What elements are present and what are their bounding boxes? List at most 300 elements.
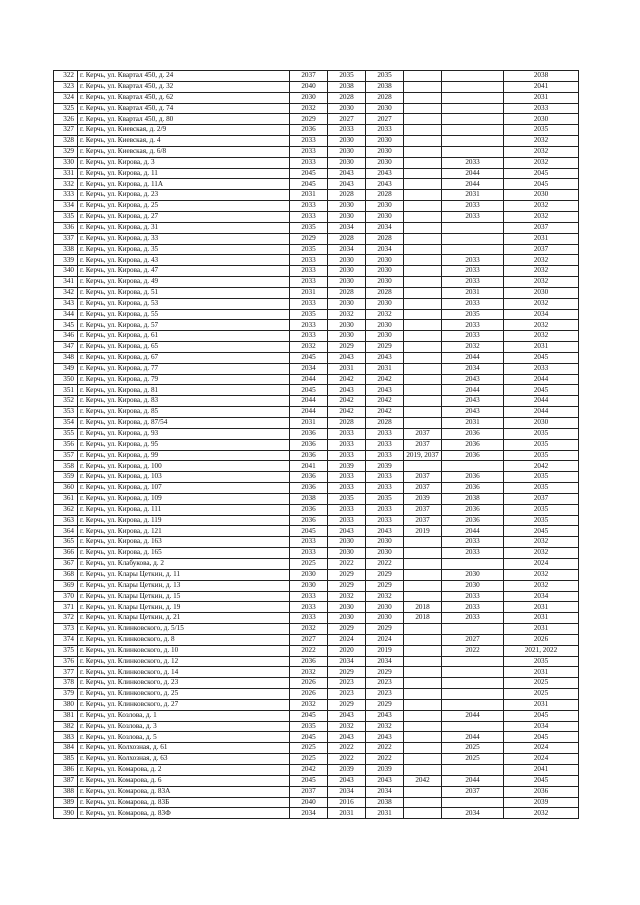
table-row	[54, 222, 579, 233]
year-cell: 2033	[290, 211, 328, 222]
year-cell	[404, 168, 442, 179]
table-row	[54, 797, 579, 808]
row-number-cell: 353	[54, 407, 78, 418]
year-cell: 2035	[504, 450, 579, 461]
year-cell: 2033	[366, 125, 404, 136]
year-cell: 2045	[290, 526, 328, 537]
address-cell: г. Керчь, ул. Киевская, д. 4	[78, 136, 290, 147]
year-cell: 2031	[442, 190, 504, 201]
row-number-cell: 367	[54, 558, 78, 569]
year-cell: 2024	[504, 558, 579, 569]
year-cell: 2037	[404, 428, 442, 439]
year-cell: 2032	[290, 699, 328, 710]
address-cell: г. Керчь, ул. Кирова, д. 81	[78, 385, 290, 396]
table-row	[54, 569, 579, 580]
year-cell: 2037	[290, 71, 328, 82]
table-row	[54, 678, 579, 689]
year-cell	[442, 656, 504, 667]
year-cell: 2030	[328, 537, 366, 548]
row-number-cell: 383	[54, 732, 78, 743]
year-cell: 2028	[366, 92, 404, 103]
address-cell: г. Керчь, ул. Кирова, д. 53	[78, 298, 290, 309]
year-cell	[404, 710, 442, 721]
year-cell	[404, 689, 442, 700]
year-cell: 2045	[290, 385, 328, 396]
table-row	[54, 298, 579, 309]
year-cell: 2030	[366, 103, 404, 114]
table-row	[54, 526, 579, 537]
row-number-cell: 330	[54, 157, 78, 168]
year-cell: 2034	[504, 721, 579, 732]
year-cell: 2038	[504, 71, 579, 82]
year-cell: 2033	[328, 504, 366, 515]
address-cell: г. Керчь, ул. Кирова, д. 23	[78, 190, 290, 201]
row-number-cell: 344	[54, 309, 78, 320]
year-cell: 2034	[290, 808, 328, 819]
address-cell: г. Керчь, ул. Кирова, д. 121	[78, 526, 290, 537]
year-cell: 2026	[504, 634, 579, 645]
table-row	[54, 548, 579, 559]
address-cell: г. Керчь, ул. Кирова, д. 33	[78, 233, 290, 244]
table-row	[54, 580, 579, 591]
year-cell: 2022	[328, 743, 366, 754]
year-cell	[404, 244, 442, 255]
year-cell: 2027	[442, 634, 504, 645]
year-cell: 2033	[366, 450, 404, 461]
year-cell	[404, 201, 442, 212]
year-cell: 2035	[504, 125, 579, 136]
year-cell: 2031	[442, 418, 504, 429]
year-cell: 2045	[504, 732, 579, 743]
year-cell: 2039	[404, 493, 442, 504]
year-cell	[404, 331, 442, 342]
row-number-cell: 340	[54, 266, 78, 277]
year-cell: 2043	[442, 374, 504, 385]
year-cell: 2031	[504, 613, 579, 624]
row-number-cell: 355	[54, 428, 78, 439]
year-cell: 2032	[290, 342, 328, 353]
year-cell	[442, 81, 504, 92]
row-number-cell: 334	[54, 201, 78, 212]
table-row	[54, 754, 579, 765]
row-number-cell: 356	[54, 439, 78, 450]
year-cell: 2033	[290, 602, 328, 613]
year-cell	[404, 71, 442, 82]
year-cell: 2042	[366, 374, 404, 385]
year-cell: 2028	[328, 233, 366, 244]
year-cell	[442, 558, 504, 569]
row-number-cell: 388	[54, 786, 78, 797]
year-cell: 2034	[328, 786, 366, 797]
year-cell: 2033	[290, 146, 328, 157]
year-cell: 2035	[504, 472, 579, 483]
address-cell: г. Керчь, ул. Клинковского, д. 25	[78, 689, 290, 700]
year-cell	[404, 634, 442, 645]
row-number-cell: 350	[54, 374, 78, 385]
table-row	[54, 624, 579, 635]
year-cell	[442, 71, 504, 82]
year-cell: 2030	[366, 537, 404, 548]
year-cell: 2022	[328, 558, 366, 569]
address-cell: г. Керчь, ул. Комарова, д. 83Б	[78, 797, 290, 808]
table-row	[54, 125, 579, 136]
year-cell	[404, 645, 442, 656]
year-cell: 2037	[504, 493, 579, 504]
address-cell: г. Керчь, ул. Кирова, д. 93	[78, 428, 290, 439]
year-cell: 2033	[290, 136, 328, 147]
year-cell	[404, 569, 442, 580]
year-cell: 2022	[366, 558, 404, 569]
year-cell: 2045	[504, 526, 579, 537]
year-cell: 2028	[328, 418, 366, 429]
table-row	[54, 645, 579, 656]
year-cell	[404, 190, 442, 201]
year-cell: 2029	[366, 624, 404, 635]
address-cell: г. Керчь, ул. Кирова, д. 77	[78, 363, 290, 374]
year-cell: 2044	[290, 396, 328, 407]
row-number-cell: 369	[54, 580, 78, 591]
year-cell: 2044	[442, 526, 504, 537]
year-cell	[442, 797, 504, 808]
year-cell	[404, 667, 442, 678]
year-cell: 2043	[366, 352, 404, 363]
table-row	[54, 385, 579, 396]
year-cell: 2032	[504, 808, 579, 819]
year-cell	[404, 656, 442, 667]
year-cell: 2033	[366, 472, 404, 483]
year-cell: 2028	[328, 92, 366, 103]
year-cell: 2027	[290, 634, 328, 645]
year-cell: 2033	[290, 331, 328, 342]
year-cell	[404, 537, 442, 548]
year-cell: 2029	[290, 233, 328, 244]
year-cell	[404, 743, 442, 754]
table-body	[54, 71, 579, 819]
year-cell: 2037	[404, 483, 442, 494]
row-number-cell: 385	[54, 754, 78, 765]
year-cell: 2030	[366, 255, 404, 266]
year-cell: 2030	[328, 548, 366, 559]
address-cell: г. Керчь, ул. Клинковского, д. 12	[78, 656, 290, 667]
year-cell: 2044	[442, 710, 504, 721]
year-cell	[404, 179, 442, 190]
year-cell: 2033	[442, 266, 504, 277]
year-cell: 2036	[290, 125, 328, 136]
year-cell: 2026	[290, 689, 328, 700]
row-number-cell: 366	[54, 548, 78, 559]
year-cell: 2029	[290, 114, 328, 125]
address-cell: г. Керчь, ул. Кирова, д. 55	[78, 309, 290, 320]
table-row	[54, 309, 579, 320]
row-number-cell: 368	[54, 569, 78, 580]
year-cell: 2038	[290, 493, 328, 504]
year-cell: 2044	[442, 352, 504, 363]
address-cell: г. Керчь, ул. Клабукова, д. 2	[78, 558, 290, 569]
year-cell: 2025	[290, 754, 328, 765]
year-cell: 2022	[366, 754, 404, 765]
year-cell: 2030	[328, 613, 366, 624]
year-cell	[404, 363, 442, 374]
year-cell: 2035	[328, 493, 366, 504]
year-cell: 2037	[442, 786, 504, 797]
row-number-cell: 322	[54, 71, 78, 82]
address-cell: г. Керчь, ул. Клинковского, д. 27	[78, 699, 290, 710]
row-number-cell: 332	[54, 179, 78, 190]
year-cell: 2030	[504, 190, 579, 201]
year-cell: 2033	[442, 548, 504, 559]
year-cell: 2031	[366, 808, 404, 819]
year-cell: 2030	[366, 146, 404, 157]
year-cell: 2036	[442, 428, 504, 439]
year-cell: 2030	[442, 580, 504, 591]
address-cell: г. Керчь, ул. Клары Цеткин, д. 15	[78, 591, 290, 602]
address-cell: г. Керчь, ул. Кирова, д. 103	[78, 472, 290, 483]
year-cell: 2033	[290, 548, 328, 559]
year-cell: 2045	[290, 732, 328, 743]
table-row	[54, 211, 579, 222]
year-cell: 2035	[504, 504, 579, 515]
year-cell: 2030	[328, 602, 366, 613]
year-cell: 2018	[404, 602, 442, 613]
address-schedule-sheet	[53, 70, 579, 819]
year-cell: 2042	[404, 775, 442, 786]
address-cell: г. Керчь, ул. Кирова, д. 107	[78, 483, 290, 494]
year-cell: 2043	[328, 526, 366, 537]
year-cell	[404, 418, 442, 429]
year-cell: 2030	[366, 277, 404, 288]
year-cell: 2033	[290, 255, 328, 266]
address-cell: г. Керчь, ул. Кирова, д. 11	[78, 168, 290, 179]
year-cell: 2033	[290, 266, 328, 277]
year-cell: 2033	[504, 103, 579, 114]
row-number-cell: 381	[54, 710, 78, 721]
year-cell: 2024	[504, 743, 579, 754]
address-cell: г. Керчь, ул. Квартал 450, д. 80	[78, 114, 290, 125]
year-cell: 2032	[442, 342, 504, 353]
year-cell: 2036	[290, 450, 328, 461]
year-cell: 2032	[290, 667, 328, 678]
year-cell	[404, 396, 442, 407]
year-cell: 2024	[328, 634, 366, 645]
year-cell: 2029	[328, 342, 366, 353]
year-cell	[404, 320, 442, 331]
year-cell: 2033	[366, 428, 404, 439]
row-number-cell: 382	[54, 721, 78, 732]
year-cell: 2043	[366, 775, 404, 786]
year-cell: 2032	[504, 255, 579, 266]
row-number-cell: 359	[54, 472, 78, 483]
row-number-cell: 364	[54, 526, 78, 537]
table-row	[54, 396, 579, 407]
year-cell: 2043	[328, 775, 366, 786]
year-cell: 2030	[328, 277, 366, 288]
year-cell: 2044	[442, 385, 504, 396]
address-cell: г. Керчь, ул. Кирова, д. 95	[78, 439, 290, 450]
address-cell: г. Керчь, ул. Козлова, д. 5	[78, 732, 290, 743]
year-cell: 2030	[442, 569, 504, 580]
address-cell: г. Керчь, ул. Козлова, д. 3	[78, 721, 290, 732]
year-cell: 2032	[504, 136, 579, 147]
year-cell: 2032	[504, 320, 579, 331]
address-cell: г. Керчь, ул. Кирова, д. 35	[78, 244, 290, 255]
table-row	[54, 775, 579, 786]
year-cell: 2032	[504, 266, 579, 277]
year-cell	[404, 461, 442, 472]
year-cell: 2032	[504, 146, 579, 157]
year-cell: 2031	[504, 342, 579, 353]
year-cell: 2021, 2022	[504, 645, 579, 656]
year-cell: 2037	[504, 222, 579, 233]
address-cell: г. Керчь, ул. Кирова, д. 79	[78, 374, 290, 385]
year-cell: 2036	[442, 515, 504, 526]
table-row	[54, 81, 579, 92]
year-cell: 2036	[290, 472, 328, 483]
year-cell: 2033	[366, 504, 404, 515]
year-cell: 2018	[404, 613, 442, 624]
year-cell: 2029	[328, 624, 366, 635]
row-number-cell: 360	[54, 483, 78, 494]
year-cell: 2030	[328, 211, 366, 222]
year-cell: 2025	[442, 754, 504, 765]
year-cell: 2029	[328, 699, 366, 710]
year-cell	[442, 244, 504, 255]
row-number-cell: 351	[54, 385, 78, 396]
row-number-cell: 347	[54, 342, 78, 353]
year-cell: 2032	[504, 157, 579, 168]
year-cell: 2027	[366, 114, 404, 125]
year-cell: 2032	[366, 309, 404, 320]
year-cell: 2031	[504, 233, 579, 244]
year-cell: 2043	[328, 710, 366, 721]
table-row	[54, 233, 579, 244]
table-row	[54, 71, 579, 82]
row-number-cell: 328	[54, 136, 78, 147]
table-row	[54, 201, 579, 212]
row-number-cell: 390	[54, 808, 78, 819]
year-cell: 2032	[504, 331, 579, 342]
address-cell: г. Керчь, ул. Кирова, д. 85	[78, 407, 290, 418]
table-row	[54, 493, 579, 504]
table-row	[54, 461, 579, 472]
year-cell: 2045	[290, 775, 328, 786]
row-number-cell: 362	[54, 504, 78, 515]
year-cell: 2037	[404, 439, 442, 450]
table-row	[54, 407, 579, 418]
year-cell: 2045	[504, 168, 579, 179]
row-number-cell: 327	[54, 125, 78, 136]
year-cell: 2023	[328, 689, 366, 700]
table-row	[54, 374, 579, 385]
address-cell: г. Керчь, ул. Квартал 450, д. 74	[78, 103, 290, 114]
year-cell: 2045	[290, 168, 328, 179]
table-row	[54, 320, 579, 331]
year-cell	[404, 786, 442, 797]
table-row	[54, 721, 579, 732]
row-number-cell: 331	[54, 168, 78, 179]
year-cell: 2025	[290, 743, 328, 754]
year-cell: 2031	[290, 287, 328, 298]
year-cell: 2025	[504, 689, 579, 700]
row-number-cell: 379	[54, 689, 78, 700]
year-cell	[442, 765, 504, 776]
year-cell: 2044	[504, 396, 579, 407]
year-cell: 2032	[328, 591, 366, 602]
year-cell: 2041	[504, 81, 579, 92]
year-cell: 2030	[328, 201, 366, 212]
year-cell	[404, 352, 442, 363]
year-cell	[404, 157, 442, 168]
year-cell: 2043	[366, 168, 404, 179]
year-cell: 2032	[290, 624, 328, 635]
year-cell: 2031	[504, 699, 579, 710]
year-cell: 2034	[328, 244, 366, 255]
row-number-cell: 358	[54, 461, 78, 472]
year-cell: 2036	[442, 450, 504, 461]
year-cell: 2030	[328, 298, 366, 309]
year-cell: 2035	[504, 483, 579, 494]
row-number-cell: 377	[54, 667, 78, 678]
year-cell: 2033	[442, 613, 504, 624]
year-cell: 2043	[328, 352, 366, 363]
address-cell: г. Керчь, ул. Кирова, д. 119	[78, 515, 290, 526]
address-cell: г. Керчь, ул. Клары Цеткин, д. 13	[78, 580, 290, 591]
year-cell: 2031	[290, 190, 328, 201]
table-row	[54, 342, 579, 353]
row-number-cell: 339	[54, 255, 78, 266]
year-cell: 2033	[290, 157, 328, 168]
row-number-cell: 352	[54, 396, 78, 407]
year-cell: 2034	[366, 656, 404, 667]
year-cell: 2028	[328, 287, 366, 298]
year-cell: 2025	[442, 743, 504, 754]
address-cell: г. Керчь, ул. Кирова, д. 11А	[78, 179, 290, 190]
year-cell	[404, 808, 442, 819]
year-cell: 2032	[366, 591, 404, 602]
year-cell	[404, 233, 442, 244]
year-cell: 2034	[328, 656, 366, 667]
address-cell: г. Керчь, ул. Комарова, д. 83А	[78, 786, 290, 797]
year-cell: 2030	[366, 298, 404, 309]
table-row	[54, 363, 579, 374]
year-cell: 2033	[328, 428, 366, 439]
year-cell: 2045	[504, 385, 579, 396]
year-cell: 2033	[290, 201, 328, 212]
year-cell: 2033	[442, 298, 504, 309]
year-cell: 2043	[366, 732, 404, 743]
year-cell: 2033	[290, 277, 328, 288]
year-cell: 2033	[328, 472, 366, 483]
address-cell: г. Керчь, ул. Козлова, д. 1	[78, 710, 290, 721]
year-cell: 2025	[290, 558, 328, 569]
year-cell: 2029	[366, 342, 404, 353]
table-row	[54, 136, 579, 147]
year-cell	[442, 624, 504, 635]
year-cell: 2044	[290, 374, 328, 385]
address-schedule-table	[53, 70, 579, 819]
year-cell: 2042	[290, 765, 328, 776]
address-cell: г. Керчь, ул. Клинковского, д. 14	[78, 667, 290, 678]
year-cell: 2036	[504, 786, 579, 797]
table-row	[54, 450, 579, 461]
address-cell: г. Керчь, ул. Колхозная, д. 63	[78, 754, 290, 765]
year-cell: 2033	[442, 201, 504, 212]
year-cell: 2016	[328, 797, 366, 808]
year-cell: 2042	[328, 407, 366, 418]
year-cell: 2033	[504, 363, 579, 374]
year-cell: 2033	[328, 515, 366, 526]
year-cell: 2044	[442, 179, 504, 190]
year-cell: 2032	[504, 537, 579, 548]
